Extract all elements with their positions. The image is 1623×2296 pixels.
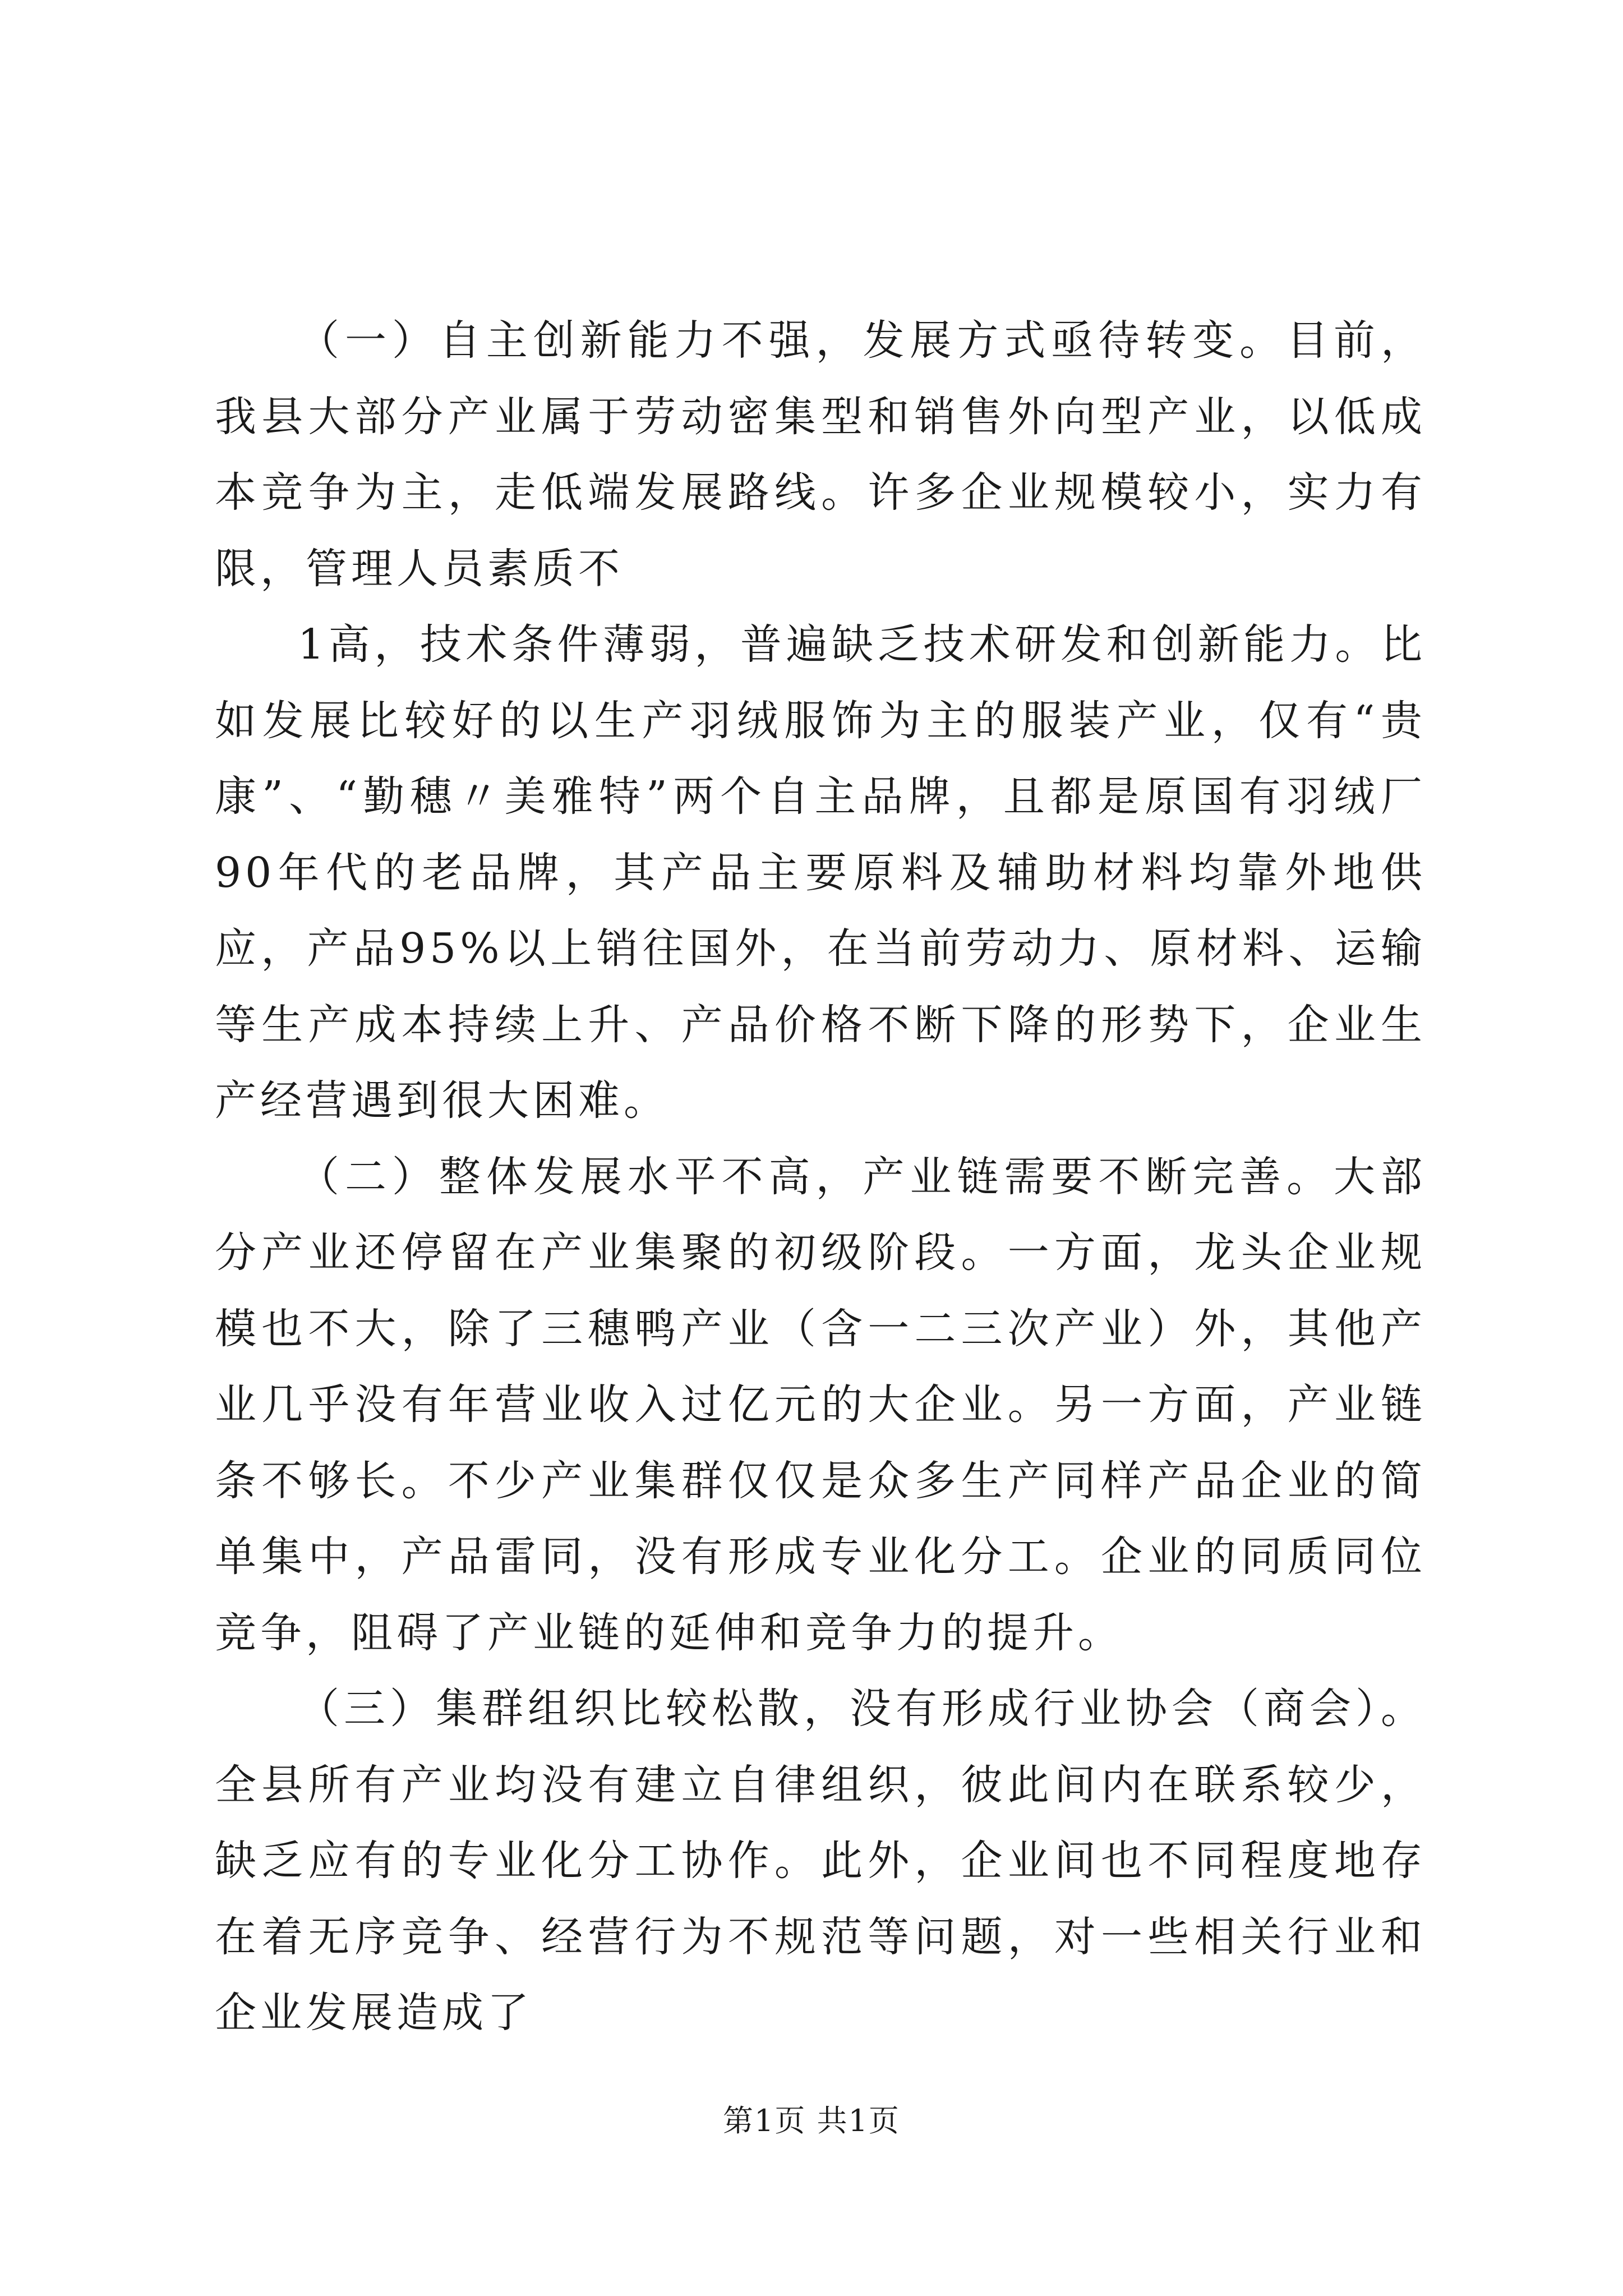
paragraph-4: （三）集群组织比较松散，没有形成行业协会（商会）。全县所有产业均没有建立自律组织，彼此间内在联系较少，缺乏应有的专业化分工协作。此外，企业间也不同程度地存在着无序竞争、经营行为不规范等问题，对一些相关行业和企业发展造成了: [215, 1685, 1426, 2037]
paragraph-1: （一）自主创新能力不强，发展方式亟待转变。目前，我县大部分产业属于劳动密集型和销售外向型产业，以低成本竞争为主，走低端发展路线。许多企业规模较小，实力有限，管理人员素质不: [215, 316, 1426, 593]
paragraph-2: 1高，技术条件薄弱，普遍缺乏技术研发和创新能力。比如发展比较好的以生产羽绒服饰为主的服装产业，仅有“贵康”、“勤穗〃美雅特”两个自主品牌，且都是原国有羽绒厂90年代的老品牌，其产品主要原料及辅助材料均靠外地供应，产品95%以上销往国外，在当前劳动力、原材料、运输等生产成本持续上升、产品价格不断下降的形势下，企业生产经营遇到很大困难。: [215, 620, 1426, 1125]
paragraph-3: （二）整体发展水平不高，产业链需要不断完善。大部分产业还停留在产业集聚的初级阶段。一方面，龙头企业规模也不大，除了三穗鸭产业（含一二三次产业）外，其他产业几乎没有年营业收入过亿元的大企业。另一方面，产业链条不够长。不少产业集群仅仅是众多生产同样产品企业的简单集中，产品雷同，没有形成专业化分工。企业的同质同位竞争，阻碍了产业链的延伸和竞争力的提升。: [215, 1152, 1426, 1657]
page-footer: 第1页 共1页: [723, 2103, 900, 2138]
document-body: [215, 303, 1426, 2051]
